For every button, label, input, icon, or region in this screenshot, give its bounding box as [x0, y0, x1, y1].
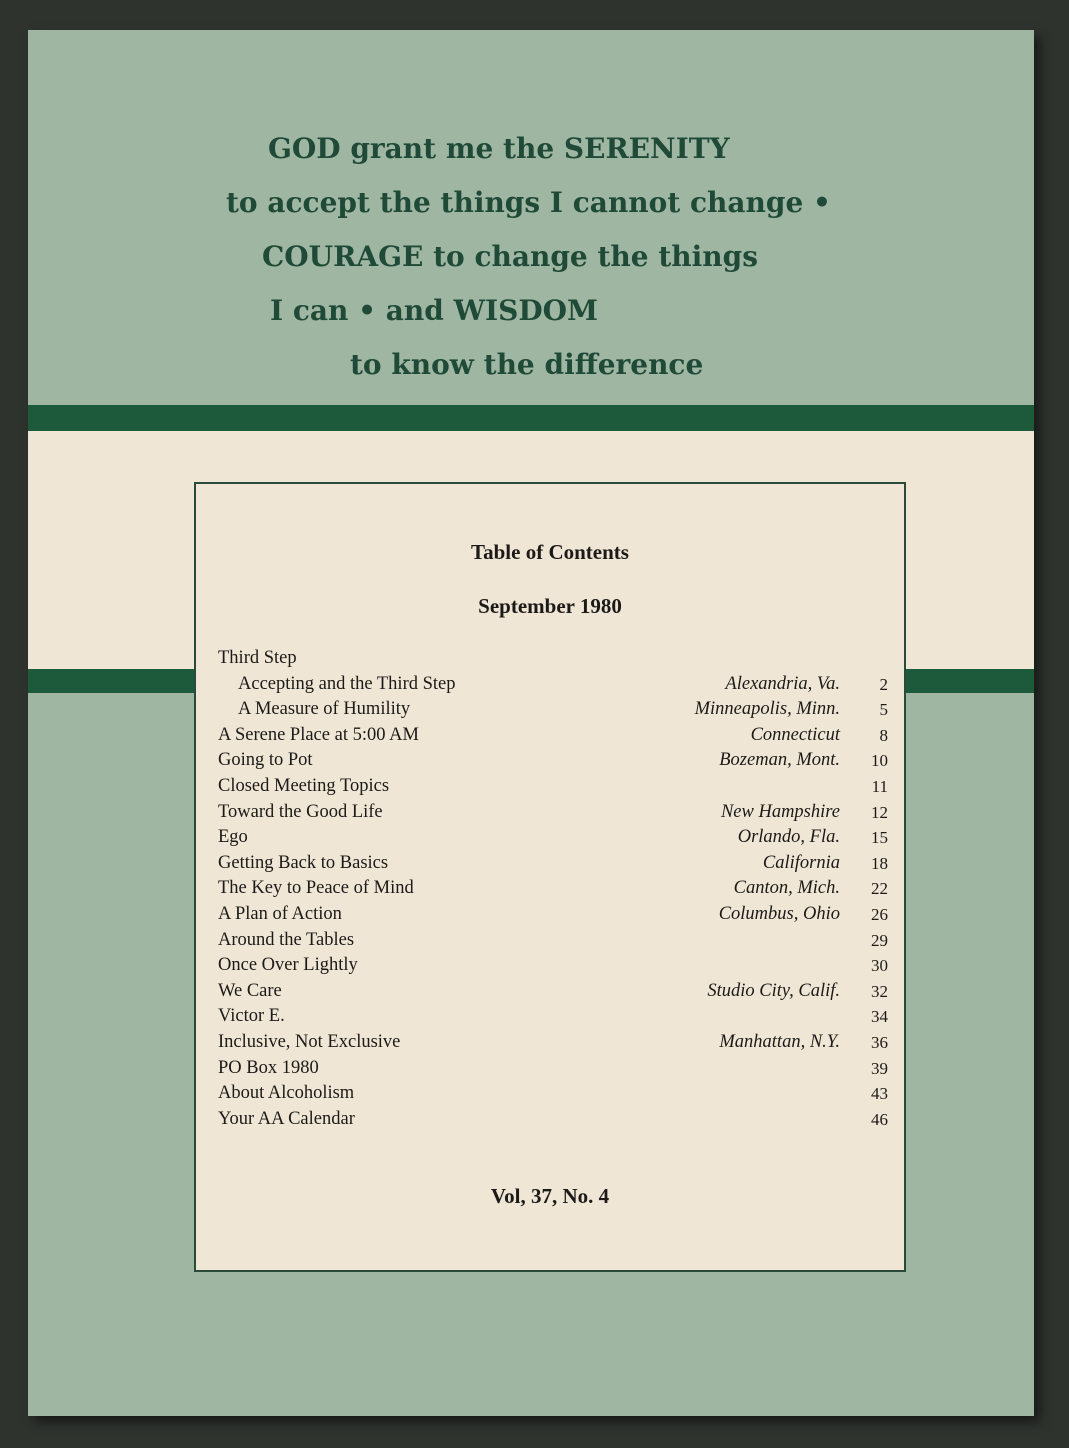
- toc-entry-page: 46: [871, 1109, 888, 1129]
- prayer-line: GOD grant me the SERENITY: [268, 132, 730, 165]
- toc-entry: [218, 876, 888, 902]
- toc-entry-page: 12: [871, 802, 888, 822]
- toc-entry-location: Columbus, Ohio: [718, 903, 840, 924]
- toc-entry-location: Manhattan, N.Y.: [719, 1031, 840, 1052]
- toc-entry: [218, 697, 888, 723]
- toc-entry-page: 43: [871, 1084, 888, 1104]
- toc-entry: [218, 902, 888, 928]
- toc-entry: [218, 1056, 888, 1082]
- toc-entry: [218, 953, 888, 979]
- toc-entry-location: Orlando, Fla.: [737, 827, 840, 848]
- toc-entry: [218, 672, 888, 698]
- toc-entry-location: Connecticut: [750, 724, 840, 745]
- toc-entry-title: Inclusive, Not Exclusive: [218, 1031, 401, 1052]
- toc-entry-title: Ego: [218, 827, 248, 848]
- toc-entry-page: 32: [871, 981, 888, 1001]
- toc-entry-title: Closed Meeting Topics: [218, 775, 390, 796]
- prayer-line: COURAGE to change the things: [262, 240, 758, 273]
- toc-entry: [218, 748, 888, 774]
- toc-entry: [218, 851, 888, 877]
- toc-entry-title: Accepting and the Third Step: [238, 673, 456, 694]
- table-of-contents-box: [194, 482, 906, 1272]
- toc-entry: [218, 1004, 888, 1030]
- toc-heading: Table of Contents: [471, 540, 629, 564]
- toc-entry-location: Bozeman, Mont.: [719, 750, 840, 771]
- toc-entry: [218, 800, 888, 826]
- toc-entry-page: 36: [871, 1032, 888, 1052]
- toc-entry-location: Studio City, Calif.: [707, 980, 840, 1001]
- toc-entry-title: Going to Pot: [218, 750, 313, 771]
- toc-entry-title: Your AA Calendar: [218, 1108, 355, 1129]
- toc-entry: [218, 646, 888, 672]
- toc-entry-title: Around the Tables: [218, 929, 355, 950]
- toc-entry-title: Once Over Lightly: [218, 955, 358, 976]
- toc-entry-title: A Plan of Action: [218, 903, 342, 924]
- toc-entry-title: Victor E.: [218, 1006, 285, 1027]
- toc-entry-title: Toward the Good Life: [218, 801, 383, 822]
- toc-entry: [218, 1030, 888, 1056]
- toc-entry-page: 34: [871, 1007, 888, 1027]
- toc-entry: [218, 723, 888, 749]
- toc-entry-location: New Hampshire: [720, 801, 840, 822]
- toc-entry-title: Getting Back to Basics: [218, 852, 389, 873]
- toc-entry-location: California: [762, 852, 840, 873]
- toc-entry-page: 26: [871, 904, 888, 924]
- toc-entry-page: 2: [879, 674, 888, 694]
- toc-entry: [218, 825, 888, 851]
- toc-entry-page: 39: [871, 1058, 888, 1078]
- toc-entry: [218, 774, 888, 800]
- prayer-line: to know the difference: [350, 348, 704, 381]
- toc-entry-location: Canton, Mich.: [733, 878, 840, 899]
- prayer-line: to accept the things I cannot change •: [226, 186, 831, 219]
- volume-number: Vol, 37, No. 4: [490, 1184, 610, 1208]
- toc-entry-page: 8: [879, 725, 888, 745]
- toc-entry-location: Minneapolis, Minn.: [694, 699, 840, 720]
- toc-entry-page: 29: [871, 930, 888, 950]
- toc-entry-title: PO Box 1980: [218, 1057, 319, 1078]
- toc-entry: [218, 979, 888, 1005]
- toc-list: [218, 646, 888, 1132]
- toc-entry-page: 22: [871, 879, 888, 899]
- toc-entry-title: About Alcoholism: [218, 1083, 355, 1104]
- magazine-back-cover: [28, 30, 1034, 1416]
- toc-entry-page: 15: [871, 828, 888, 848]
- toc-entry-page: 10: [871, 751, 888, 771]
- prayer-line: I can • and WISDOM: [270, 294, 599, 327]
- toc-entry-title: Third Step: [218, 648, 297, 668]
- toc-entry: [218, 928, 888, 954]
- toc-entry: [218, 1107, 888, 1133]
- toc-entry-page: 11: [871, 776, 888, 796]
- toc-entry-location: Alexandria, Va.: [725, 673, 840, 694]
- toc-entry-page: 5: [879, 700, 888, 720]
- toc-entry: [218, 1081, 888, 1107]
- toc-entry-title: We Care: [218, 980, 282, 1001]
- toc-entry-title: A Measure of Humility: [238, 699, 411, 720]
- toc-entry-page: 30: [871, 956, 888, 976]
- toc-entry-title: The Key to Peace of Mind: [218, 878, 414, 899]
- toc-date: September 1980: [478, 594, 622, 618]
- toc-entry-page: 18: [871, 853, 888, 873]
- toc-entry-title: A Serene Place at 5:00 AM: [218, 724, 419, 745]
